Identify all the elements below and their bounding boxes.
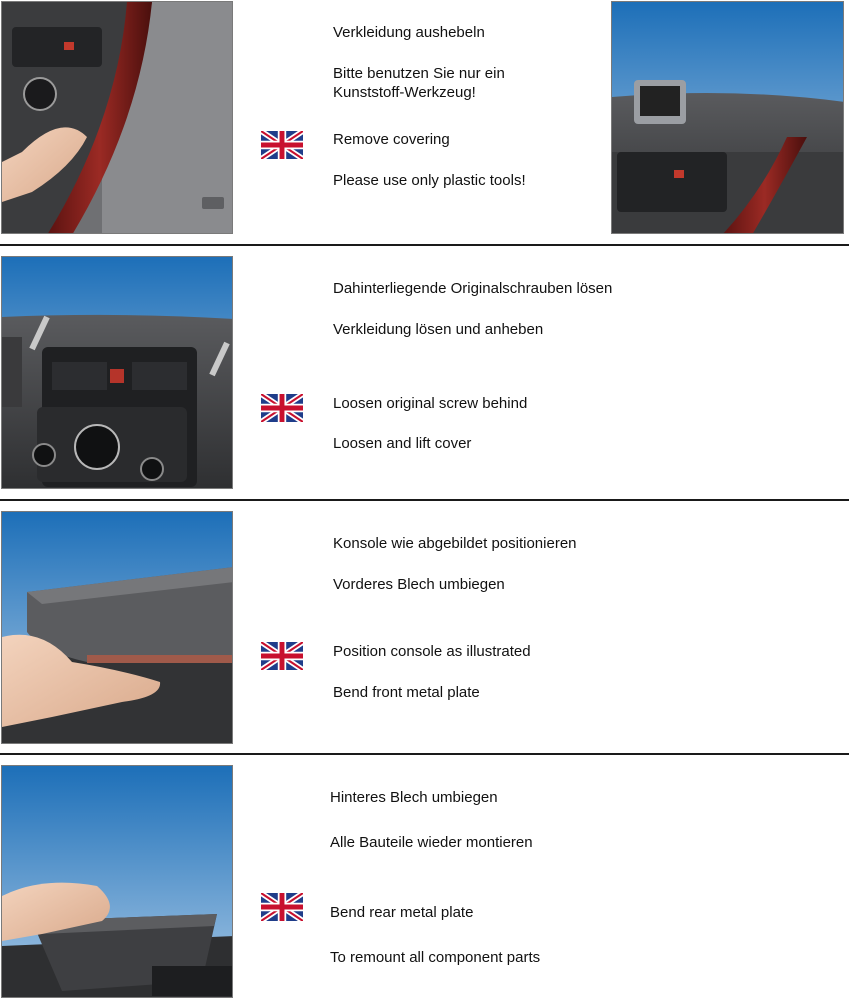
step-4-de-line-2: Alle Bauteile wieder montieren [330,834,533,851]
step-4-en-line-1: Bend rear metal plate [330,904,474,921]
step-3-de-line-1: Konsole wie abgebildet positionieren [333,535,577,552]
step-3-en-line-2: Bend front metal plate [333,684,480,701]
uk-flag-icon [261,131,303,159]
step-2-en-line-2: Loosen and lift cover [333,435,472,452]
step-1-en-line-2: Please use only plastic tools! [333,172,526,189]
step-2-de-line-2: Verkleidung lösen und anheben [333,321,544,338]
step-3-photo [1,511,233,744]
step-1-photo [1,1,233,234]
step-3-en-line-1: Position console as illustrated [333,643,531,660]
section-divider [0,244,849,246]
step-1-de-line-2: Bitte benutzen Sie nur ein [333,65,505,82]
step-3-de-line-2: Vorderes Blech umbiegen [333,576,505,593]
step-1-de-line-1: Verkleidung aushebeln [333,24,485,41]
uk-flag-icon [261,394,303,422]
step-4-de-line-1: Hinteres Blech umbiegen [330,789,498,806]
step-1-de-line-3: Kunststoff-Werkzeug! [333,84,476,101]
step-2-de-line-1: Dahinterliegende Originalschrauben lösen [333,280,613,297]
step-4-photo [1,765,233,998]
step-2-en-line-1: Loosen original screw behind [333,395,528,412]
step-1-en-line-1: Remove covering [333,131,450,148]
section-divider [0,753,849,755]
step-4-en-line-2: To remount all component parts [330,949,541,966]
uk-flag-icon [261,893,303,921]
uk-flag-icon [261,642,303,670]
section-divider [0,499,849,501]
step-2-photo [1,256,233,489]
step-1-result-photo [611,1,844,234]
